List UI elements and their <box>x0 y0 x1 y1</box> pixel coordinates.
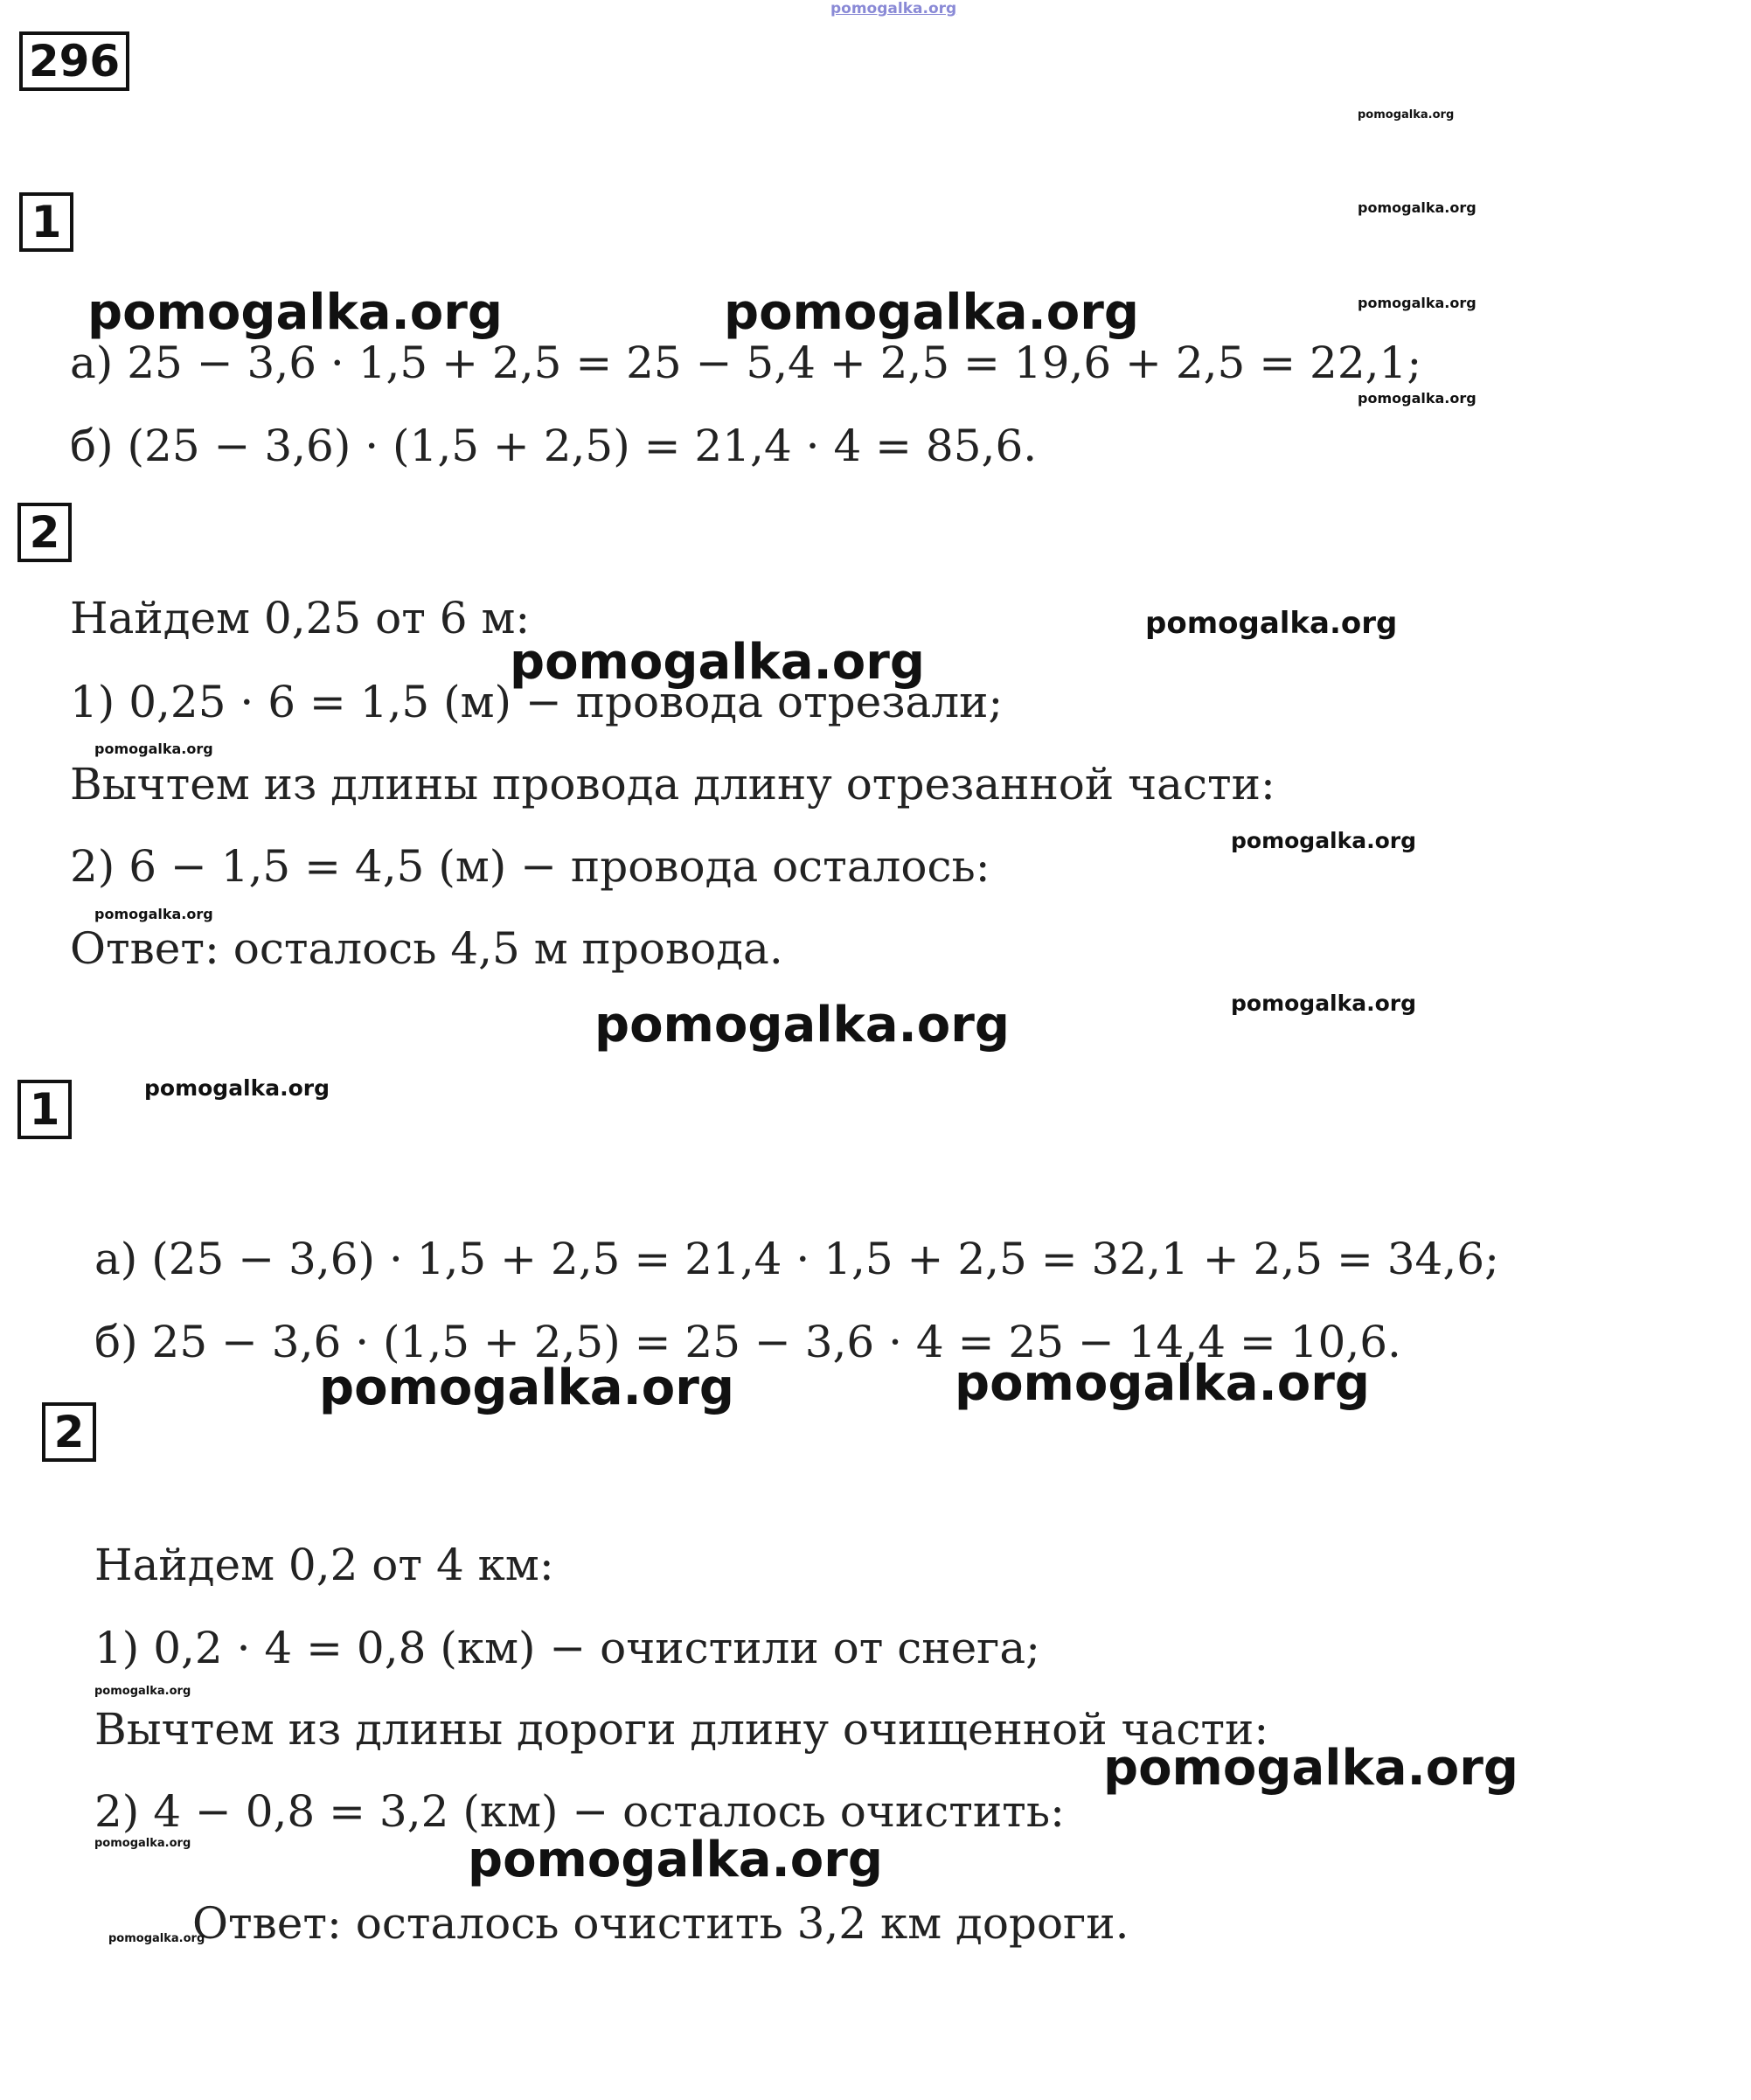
watermark-small-1: pomogalka.org <box>1231 828 1417 853</box>
section-2-line-3: Вычтем из длины провода длину отрезанной части: <box>70 759 1275 810</box>
section-3-line-b: б) 25 − 3,6 · (1,5 + 2,5) = 25 − 3,6 · 4 = 25 − 14,4 = 10,6. <box>94 1317 1401 1367</box>
section-3-line-a: а) (25 − 3,6) · 1,5 + 2,5 = 21,4 · 1,5 + 2,5 = 32,1 + 2,5 = 34,6; <box>94 1234 1499 1284</box>
watermark-xs-5: pomogalka.org <box>94 906 213 922</box>
watermark-xs-1: pomogalka.org <box>1358 199 1477 216</box>
watermark-xs-2: pomogalka.org <box>1358 295 1477 311</box>
section-4-line-3: Вычтем из длины дороги длину очищенной части: <box>94 1704 1269 1755</box>
watermark-xs-4: pomogalka.org <box>94 741 213 757</box>
section-2-line-1: Найдем 0,25 от 6 м: <box>70 593 531 643</box>
watermark-small-3: pomogalka.org <box>144 1075 330 1101</box>
section-4-line-4: 2) 4 − 0,8 = 3,2 (км) − осталось очистить: <box>94 1786 1065 1837</box>
section-1-marker: 1 <box>19 192 73 252</box>
watermark-large-1: pomogalka.org <box>87 284 503 341</box>
watermark-xxs-2: pomogalka.org <box>94 1685 191 1698</box>
section-2-marker: 2 <box>17 503 72 562</box>
watermark-xxs-4: pomogalka.org <box>108 1932 205 1945</box>
section-4-marker: 2 <box>42 1402 96 1462</box>
problem-number: 296 <box>19 31 129 91</box>
watermark-large-3: pomogalka.org <box>510 634 925 691</box>
section-3-marker: 1 <box>17 1080 72 1139</box>
watermark-top: pomogalka.org <box>830 0 957 17</box>
watermark-large-4: pomogalka.org <box>594 997 1010 1053</box>
section-1-line-a: а) 25 − 3,6 · 1,5 + 2,5 = 25 − 5,4 + 2,5 = 19,6 + 2,5 = 22,1; <box>70 337 1422 388</box>
section-4-line-1: Найдем 0,2 от 4 км: <box>94 1540 554 1590</box>
watermark-large-7: pomogalka.org <box>1103 1740 1518 1797</box>
section-1-line-b: б) (25 − 3,6) · (1,5 + 2,5) = 21,4 · 4 = 85,6. <box>70 421 1038 471</box>
section-4-line-2: 1) 0,2 · 4 = 0,8 (км) − очистили от снега; <box>94 1623 1041 1673</box>
watermark-large-8: pomogalka.org <box>468 1832 883 1888</box>
watermark-xs-3: pomogalka.org <box>1358 390 1477 407</box>
watermark-large-5: pomogalka.org <box>319 1359 734 1416</box>
watermark-large-6: pomogalka.org <box>955 1355 1370 1412</box>
watermark-xxs-1: pomogalka.org <box>1358 108 1455 122</box>
watermark-medium-1: pomogalka.org <box>1145 606 1398 641</box>
section-4-answer: Ответ: осталось очистить 3,2 км дороги. <box>192 1898 1129 1949</box>
watermark-small-2: pomogalka.org <box>1231 991 1417 1016</box>
watermark-xxs-3: pomogalka.org <box>94 1837 191 1850</box>
watermark-large-2: pomogalka.org <box>724 284 1139 341</box>
section-2-answer: Ответ: осталось 4,5 м провода. <box>70 923 783 974</box>
section-2-line-2: 1) 0,25 · 6 = 1,5 (м) − провода отрезали; <box>70 677 1004 727</box>
section-2-line-4: 2) 6 − 1,5 = 4,5 (м) − провода осталось: <box>70 841 990 892</box>
